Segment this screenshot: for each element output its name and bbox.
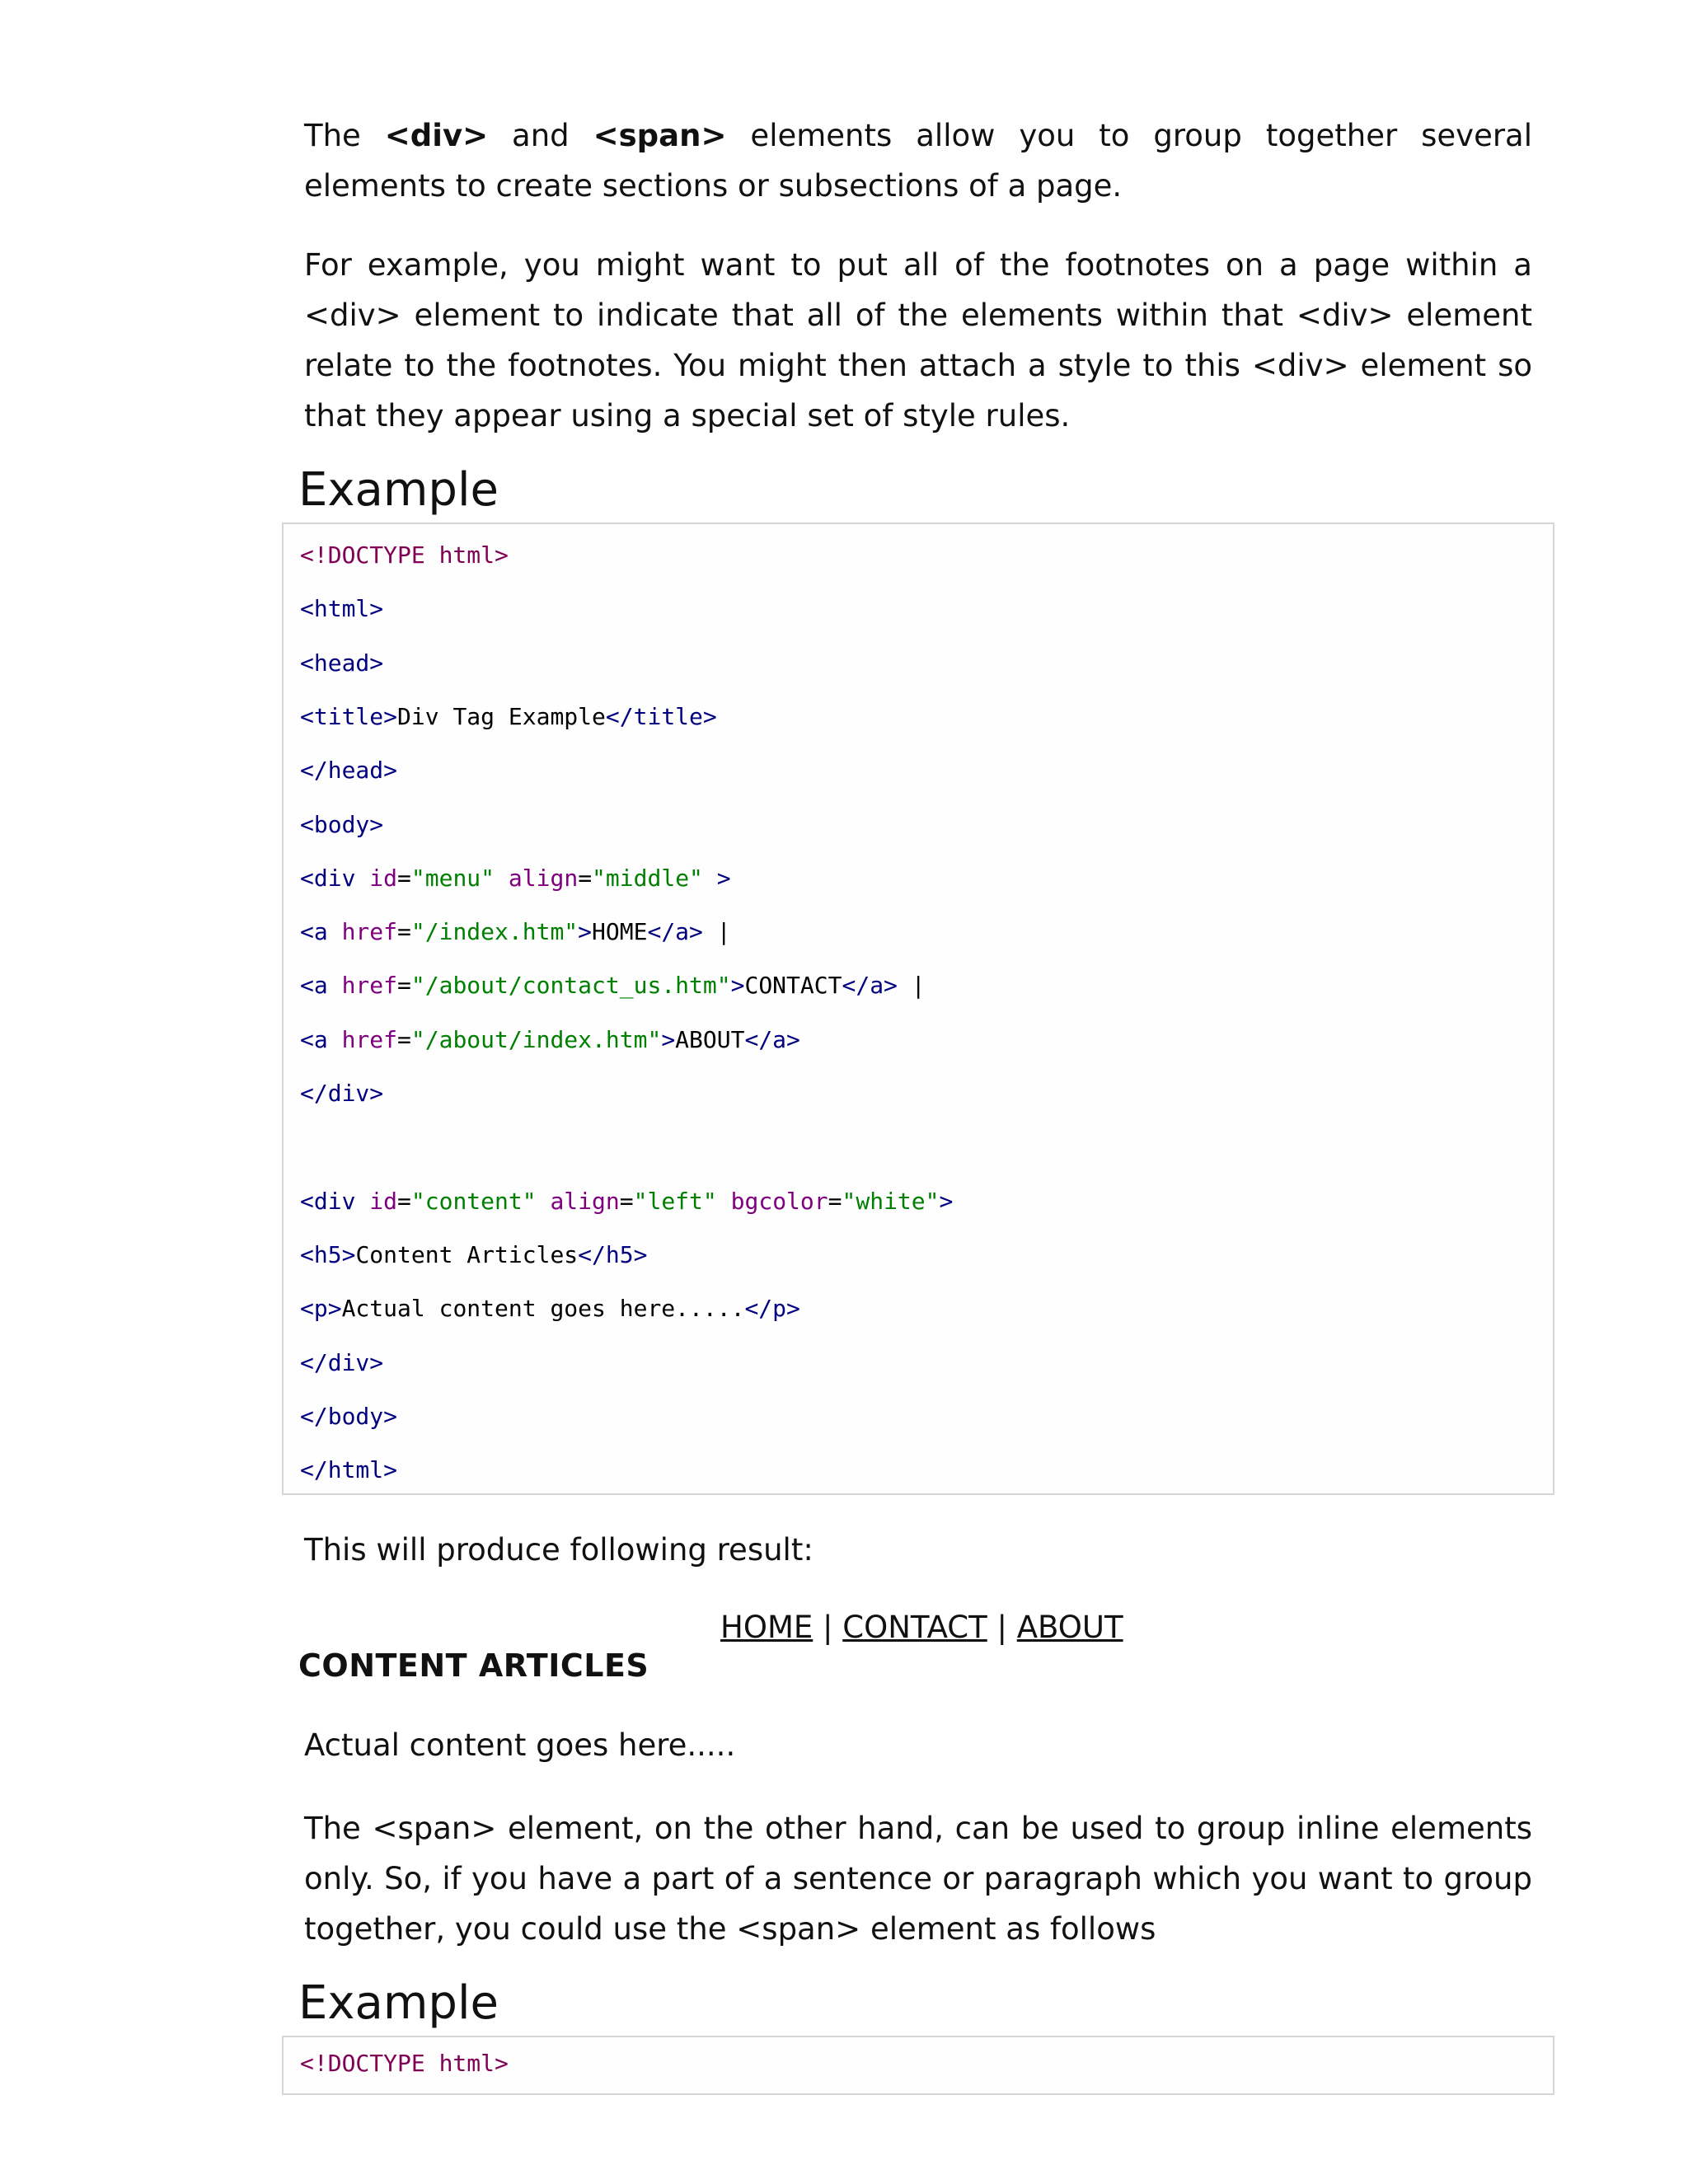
code-token: = bbox=[397, 1187, 411, 1215]
code-line bbox=[300, 1079, 383, 1108]
code-line bbox=[300, 649, 383, 678]
code-token: </a> bbox=[744, 1025, 800, 1053]
code-token: Div Tag Example bbox=[397, 702, 606, 730]
code-token bbox=[495, 865, 509, 892]
code-token: <html> bbox=[300, 595, 384, 623]
about-link[interactable]: ABOUT bbox=[1016, 1610, 1123, 1645]
code-token: Content Articles bbox=[355, 1240, 579, 1268]
code-token: id bbox=[369, 1187, 398, 1215]
code-line bbox=[300, 810, 383, 840]
code-line bbox=[300, 1402, 397, 1432]
code-token: > bbox=[730, 972, 745, 1000]
code-token: = bbox=[619, 1187, 634, 1215]
code-token: </p> bbox=[744, 1295, 800, 1323]
code-line bbox=[300, 756, 397, 785]
menu-separator: | bbox=[813, 1610, 843, 1645]
intro-text: The bbox=[304, 118, 385, 153]
example-heading-2: Example bbox=[298, 1976, 499, 2030]
code-token: > bbox=[939, 1187, 954, 1215]
code-token: </title> bbox=[605, 702, 717, 730]
code-block bbox=[282, 523, 1554, 1495]
code-line bbox=[300, 1025, 800, 1055]
code-token: ABOUT bbox=[675, 1025, 745, 1053]
code-token: "middle" bbox=[592, 864, 703, 892]
code-token: <h5> bbox=[300, 1240, 356, 1268]
code-token: > bbox=[702, 864, 731, 892]
code-line bbox=[300, 1187, 953, 1216]
result-content-heading: CONTENT ARTICLES bbox=[298, 1647, 649, 1684]
code-token: align bbox=[550, 1187, 620, 1215]
code-token: </div> bbox=[300, 1348, 384, 1376]
span-paragraph: The <span> element, on the other hand, can be used to group inline elements only. So, if you have a part of a sentence or paragraph which you want to group together, you could use the <span> element as follows bbox=[304, 1811, 1532, 1947]
code-token: <body> bbox=[300, 810, 384, 838]
code-token: HOME bbox=[592, 918, 648, 946]
code-line bbox=[300, 2049, 509, 2079]
code-line bbox=[300, 1240, 647, 1270]
intro-paragraph-1 bbox=[304, 110, 1532, 211]
code-token: </head> bbox=[300, 757, 398, 785]
intro-paragraph-2: For example, you might want to put all of the footnotes on a page within a <div> element to indicate that all of the elements within that <div> element relate to the footnotes. You might then attach a style to this <div> element so that they appear using a special set of style rules. bbox=[304, 247, 1532, 434]
code-line bbox=[300, 594, 383, 624]
code-line bbox=[300, 702, 717, 732]
code-line bbox=[300, 1348, 383, 1378]
code-token: </body> bbox=[300, 1402, 398, 1430]
code-token: <!DOCTYPE html> bbox=[300, 2050, 509, 2077]
code-token: </h5> bbox=[578, 1240, 648, 1268]
code-token: href bbox=[341, 918, 398, 946]
code-token: "menu" bbox=[410, 864, 495, 892]
code-token: | bbox=[897, 972, 926, 1000]
code-token: <a bbox=[300, 918, 342, 946]
code-token: = bbox=[828, 1187, 842, 1215]
code-token: > bbox=[578, 918, 593, 946]
code-token: <p> bbox=[300, 1295, 342, 1323]
code-token: <a bbox=[300, 972, 342, 1000]
result-menu bbox=[720, 1607, 1123, 1648]
code-token: </a> bbox=[842, 972, 898, 1000]
code-token: Actual content goes here..... bbox=[341, 1295, 745, 1323]
code-token: = bbox=[578, 864, 593, 892]
code-token: bgcolor bbox=[730, 1187, 828, 1215]
contact-link[interactable]: CONTACT bbox=[842, 1610, 987, 1645]
code-token: "/index.htm" bbox=[410, 918, 579, 946]
code-line bbox=[300, 917, 731, 947]
result-content-text: Actual content goes here..... bbox=[304, 1727, 736, 1763]
code-token: "left" bbox=[633, 1187, 717, 1215]
intro-text: and bbox=[488, 118, 593, 153]
code-line bbox=[300, 1294, 800, 1324]
code-token: "/about/contact_us.htm" bbox=[410, 972, 731, 1000]
code-block-2 bbox=[282, 2036, 1554, 2095]
code-token: id bbox=[369, 864, 398, 892]
code-token: </a> bbox=[647, 918, 703, 946]
code-token: "content" bbox=[410, 1187, 537, 1215]
code-token: "white" bbox=[842, 1187, 940, 1215]
code-token: </html> bbox=[300, 1456, 398, 1484]
code-token: href bbox=[341, 1025, 398, 1053]
code-line bbox=[300, 864, 731, 893]
code-token: = bbox=[397, 864, 411, 892]
code-token: href bbox=[341, 972, 398, 1000]
code-token: <div bbox=[300, 1187, 370, 1215]
menu-separator: | bbox=[987, 1610, 1017, 1645]
code-token: "/about/index.htm" bbox=[410, 1025, 662, 1053]
result-intro: This will produce following result: bbox=[304, 1532, 814, 1568]
code-token: <a bbox=[300, 1025, 342, 1053]
code-line bbox=[300, 971, 926, 1001]
code-token: <!DOCTYPE html> bbox=[300, 541, 509, 569]
code-token bbox=[717, 1188, 731, 1215]
code-token: <head> bbox=[300, 649, 384, 677]
intro-text: elements allow you to group together several elements to create sections or subsections of a page. bbox=[304, 118, 1533, 204]
div-keyword: <div> bbox=[384, 118, 489, 153]
code-token: </div> bbox=[300, 1080, 384, 1107]
example-heading: Example bbox=[298, 463, 499, 517]
code-token: <title> bbox=[300, 702, 398, 730]
code-token bbox=[537, 1188, 551, 1215]
code-line bbox=[300, 1455, 397, 1485]
code-token: | bbox=[702, 918, 731, 946]
home-link[interactable]: HOME bbox=[720, 1610, 814, 1645]
code-token: > bbox=[661, 1025, 676, 1053]
span-keyword: <span> bbox=[593, 118, 727, 153]
code-token: align bbox=[508, 864, 579, 892]
code-token: = bbox=[397, 972, 411, 1000]
code-token: = bbox=[397, 918, 411, 946]
code-line bbox=[300, 541, 509, 570]
code-token: <div bbox=[300, 864, 370, 892]
code-token: CONTACT bbox=[744, 972, 842, 1000]
code-token: = bbox=[397, 1025, 411, 1053]
